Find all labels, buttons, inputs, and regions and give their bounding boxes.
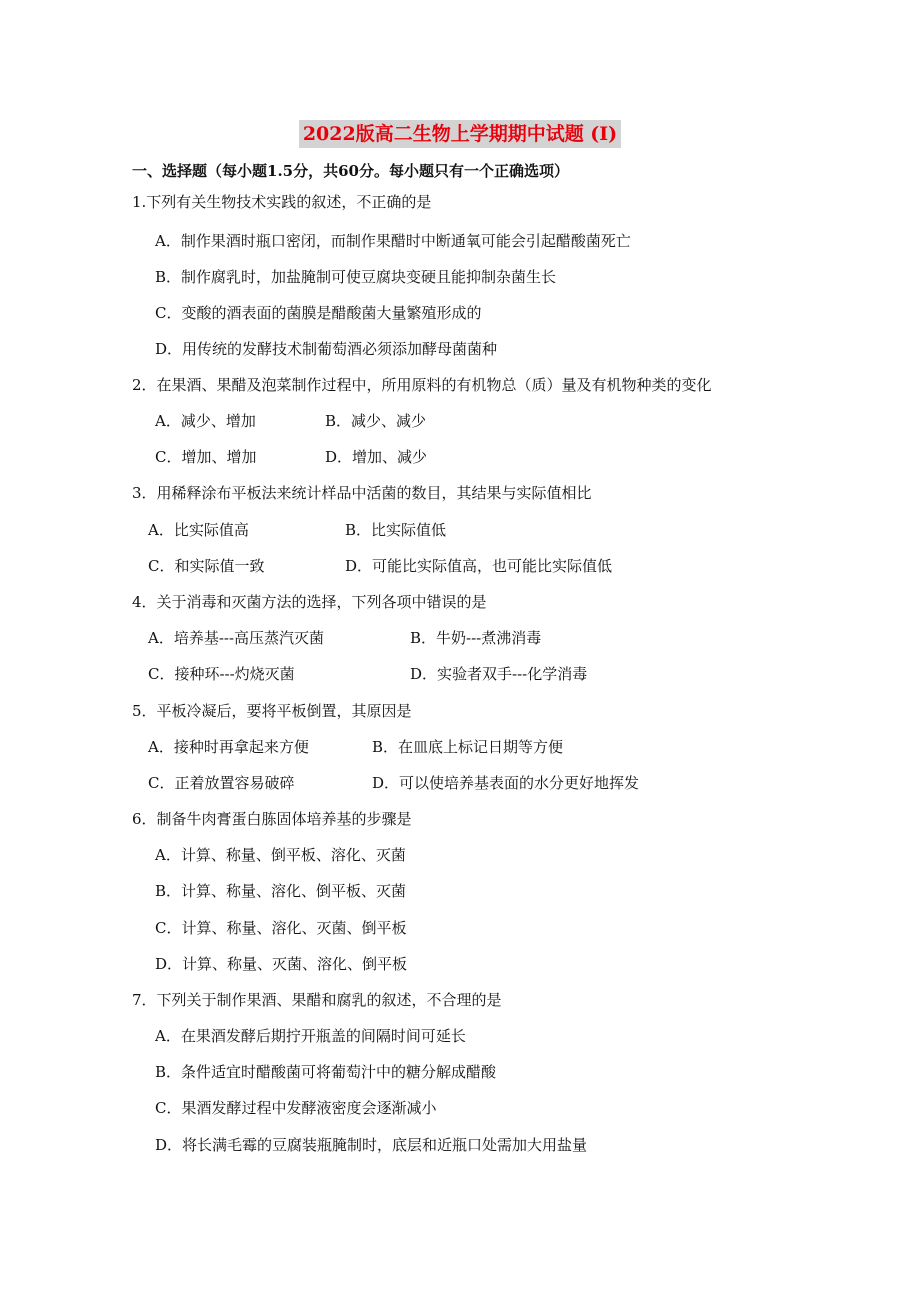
question-3-option-a: A．比实际值高 (148, 521, 249, 539)
question-3-option-b: B．比实际值低 (345, 521, 447, 539)
question-4-option-c: C．接种环---灼烧灭菌 (148, 665, 295, 683)
question-3-stem: 3．用稀释涂布平板法来统计样品中活菌的数目，其结果与实际值相比 (132, 484, 592, 502)
question-6-option-c: C．计算、称量、溶化、灭菌、倒平板 (155, 919, 407, 937)
question-6-option-d: D．计算、称量、灭菌、溶化、倒平板 (155, 955, 408, 973)
section-heading: 一、选择题（每小题1.5分，共60分。每小题只有一个正确选项） (132, 162, 569, 180)
question-5-option-d: D．可以使培养基表面的水分更好地挥发 (372, 774, 640, 792)
question-1-option-d: D．用传统的发酵技术制葡萄酒必须添加酵母菌菌种 (155, 340, 498, 358)
exam-title-text: 2022版高二生物上学期期中试题 (I) (299, 120, 621, 148)
question-2-option-b: B．减少、减少 (325, 412, 427, 430)
question-4-stem: 4．关于消毒和灭菌方法的选择，下列各项中错误的是 (132, 593, 487, 611)
question-2-stem: 2．在果酒、果醋及泡菜制作过程中，所用原料的有机物总（质）量及有机物种类的变化 (132, 376, 712, 394)
question-2-option-d: D．增加、减少 (325, 448, 428, 466)
question-5-option-c: C．正着放置容易破碎 (148, 774, 295, 792)
question-4-option-a: A．培养基---高压蒸汽灭菌 (148, 629, 325, 647)
exam-title (0, 120, 920, 148)
question-5-option-b: B．在皿底上标记日期等方便 (372, 738, 564, 756)
question-4-option-b: B．牛奶---煮沸消毒 (410, 629, 542, 647)
question-7-stem: 7．下列关于制作果酒、果醋和腐乳的叙述，不合理的是 (132, 991, 502, 1009)
question-5-option-a: A．接种时再拿起来方便 (148, 738, 309, 756)
question-2-option-a: A．减少、增加 (155, 412, 256, 430)
question-7-option-c: C．果酒发酵过程中发酵液密度会逐渐减小 (155, 1099, 437, 1117)
question-6-stem: 6．制备牛肉膏蛋白胨固体培养基的步骤是 (132, 810, 412, 828)
question-6-option-a: A．计算、称量、倒平板、溶化、灭菌 (155, 846, 406, 864)
question-3-option-d: D．可能比实际值高，也可能比实际值低 (345, 557, 613, 575)
question-1-stem: 1.下列有关生物技术实践的叙述，不正确的是 (132, 193, 432, 211)
question-6-option-b: B．计算、称量、溶化、倒平板、灭菌 (155, 882, 407, 900)
question-1-option-a: A．制作果酒时瓶口密闭，而制作果醋时中断通氧可能会引起醋酸菌死亡 (155, 232, 631, 250)
question-5-stem: 5．平板冷凝后，要将平板倒置，其原因是 (132, 702, 412, 720)
question-7-option-a: A．在果酒发酵后期拧开瓶盖的间隔时间可延长 (155, 1027, 466, 1045)
question-7-option-b: B．条件适宜时醋酸菌可将葡萄汁中的糖分解成醋酸 (155, 1063, 497, 1081)
question-1-option-c: C．变酸的酒表面的菌膜是醋酸菌大量繁殖形成的 (155, 304, 482, 322)
question-3-option-c: C．和实际值一致 (148, 557, 265, 575)
question-4-option-d: D．实验者双手---化学消毒 (410, 665, 588, 683)
question-1-option-b: B．制作腐乳时，加盐腌制可使豆腐块变硬且能抑制杂菌生长 (155, 268, 557, 286)
question-2-option-c: C．增加、增加 (155, 448, 257, 466)
question-7-option-d: D．将长满毛霉的豆腐装瓶腌制时，底层和近瓶口处需加大用盐量 (155, 1136, 588, 1154)
